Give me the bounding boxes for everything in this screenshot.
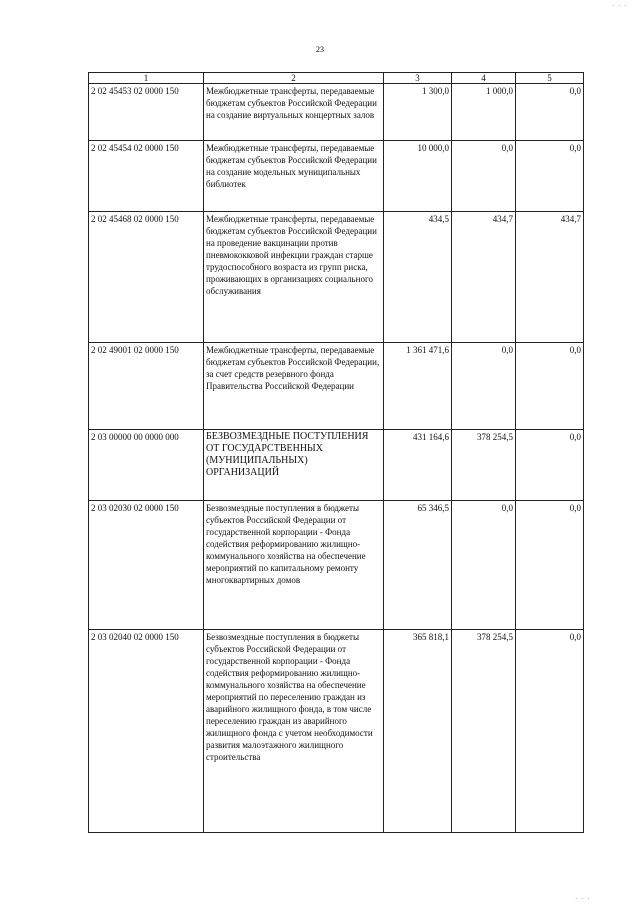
- header-row: [89, 73, 584, 84]
- table-row: [89, 630, 584, 833]
- column-header-4: 4: [452, 73, 516, 84]
- value-col-4: 0,0: [452, 141, 516, 212]
- budget-code: 2 03 02040 02 0000 150: [89, 630, 204, 833]
- column-header-3: 3: [384, 73, 452, 84]
- corner-mark-bottom: · · ·: [575, 895, 591, 903]
- item-name: Межбюджетные трансферты, передаваемые бюджетам субъектов Российской Федерации на проведение вакцинации против пневмококковой инфекции граждан старше трудоспособного возраста из групп риска, проживающих в организациях социального обслуживания: [204, 212, 384, 343]
- value-col-4: 0,0: [452, 501, 516, 630]
- value-col-4: 1 000,0: [452, 84, 516, 141]
- value-col-4: 0,0: [452, 343, 516, 430]
- item-name: Безвозмездные поступления в бюджеты субъектов Российской Федерации от государственной корпорации - Фонда содействия реформированию жилищно-коммунального хозяйства на обеспечение мероприятий по капитальному ремонту многоквартирных домов: [204, 501, 384, 630]
- item-name: Межбюджетные трансферты, передаваемые бюджетам субъектов Российской Федерации на создание модельных муниципальных библиотек: [204, 141, 384, 212]
- value-col-5: 0,0: [516, 343, 584, 430]
- item-name: БЕЗВОЗМЕЗДНЫЕ ПОСТУПЛЕНИЯ ОТ ГОСУДАРСТВЕННЫХ (МУНИЦИПАЛЬНЫХ) ОРГАНИЗАЦИЙ: [204, 430, 384, 501]
- value-col-5: 0,0: [516, 630, 584, 833]
- item-name: Безвозмездные поступления в бюджеты субъектов Российской Федерации от государственной корпорации - Фонда содействия реформированию жилищно-коммунального хозяйства на обеспечение мероприятий по переселению граждан из аварийного жилищного фонда, в том числе переселению граждан из аварийного жилищного фонда с учетом необходимости развития малоэтажного жилищного строительства: [204, 630, 384, 833]
- value-col-4: 434,7: [452, 212, 516, 343]
- budget-code: 2 02 45453 02 0000 150: [89, 84, 204, 141]
- value-col-3: 65 346,5: [384, 501, 452, 630]
- budget-code: 2 03 00000 00 0000 000: [89, 430, 204, 501]
- item-name: Межбюджетные трансферты, передаваемые бюджетам субъектов Российской Федерации на создание виртуальных концертных залов: [204, 84, 384, 141]
- column-header-1: 1: [89, 73, 204, 84]
- budget-code: 2 02 45454 02 0000 150: [89, 141, 204, 212]
- budget-code: 2 02 49001 02 0000 150: [89, 343, 204, 430]
- value-col-4: 378 254,5: [452, 430, 516, 501]
- value-col-4: 378 254,5: [452, 630, 516, 833]
- table-row: [89, 84, 584, 141]
- value-col-5: 0,0: [516, 141, 584, 212]
- budget-table: [88, 72, 584, 833]
- value-col-3: 10 000,0: [384, 141, 452, 212]
- corner-mark-top: · · ·: [612, 2, 628, 10]
- column-header-5: 5: [516, 73, 584, 84]
- column-header-2: 2: [204, 73, 384, 84]
- value-col-5: 0,0: [516, 430, 584, 501]
- budget-code: 2 03 02030 02 0000 150: [89, 501, 204, 630]
- table-row: [89, 141, 584, 212]
- value-col-3: 365 818,1: [384, 630, 452, 833]
- value-col-5: 0,0: [516, 84, 584, 141]
- value-col-5: 0,0: [516, 501, 584, 630]
- table-row: [89, 430, 584, 501]
- value-col-3: 1 300,0: [384, 84, 452, 141]
- table-row: [89, 212, 584, 343]
- value-col-5: 434,7: [516, 212, 584, 343]
- value-col-3: 431 164,6: [384, 430, 452, 501]
- item-name: Межбюджетные трансферты, передаваемые бюджетам субъектов Российской Федерации, за счет средств резервного фонда Правительства Российской Федерации: [204, 343, 384, 430]
- table-row: [89, 343, 584, 430]
- budget-code: 2 02 45468 02 0000 150: [89, 212, 204, 343]
- value-col-3: 434,5: [384, 212, 452, 343]
- table-row: [89, 501, 584, 630]
- value-col-3: 1 361 471,6: [384, 343, 452, 430]
- page-number: 23: [316, 45, 324, 54]
